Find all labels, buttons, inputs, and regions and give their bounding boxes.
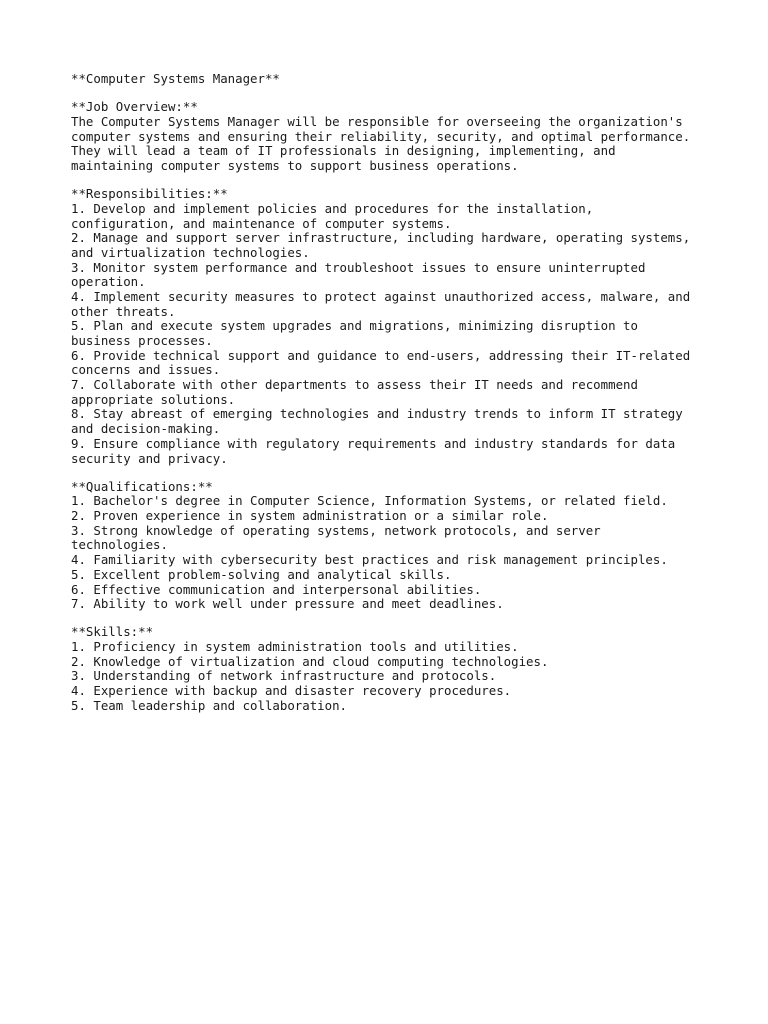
overview-text xyxy=(71,115,731,174)
responsibilities-heading: **Responsibilities:** xyxy=(71,186,228,202)
text-line: 8. Stay abreast of emerging technologies and industry trends to inform IT strategy xyxy=(71,406,683,422)
skills-section xyxy=(71,625,731,713)
text-line: 3. Monitor system performance and troubleshoot issues to ensure uninterrupted xyxy=(71,259,646,275)
document-title: **Computer Systems Manager** xyxy=(71,71,280,86)
text-line: 9. Ensure compliance with regulatory requirements and industry standards for data xyxy=(71,435,676,451)
text-line: 2. Knowledge of virtualization and cloud computing technologies. xyxy=(71,653,549,669)
skills-list xyxy=(71,640,731,713)
qualifications-list xyxy=(71,494,731,612)
text-line: They will lead a team of IT professionals in designing, implementing, and xyxy=(71,143,616,159)
text-line: 7. Collaborate with other departments to assess their IT needs and recommend xyxy=(71,377,638,393)
text-line: security and privacy. xyxy=(71,450,228,466)
text-line: 4. Familiarity with cybersecurity best practices and risk management principles. xyxy=(71,552,668,568)
text-line: computer systems and ensuring their reliability, security, and optimal performance. xyxy=(71,128,691,144)
text-line: technologies. xyxy=(71,537,168,553)
overview-heading: **Job Overview:** xyxy=(71,99,198,115)
text-line: 4. Implement security measures to protect against unauthorized access, malware, and xyxy=(71,288,691,304)
text-line: 4. Experience with backup and disaster recovery procedures. xyxy=(71,683,512,699)
responsibilities-section xyxy=(71,187,731,466)
text-line: 2. Proven experience in system administration or a similar role. xyxy=(71,508,549,524)
text-line: and virtualization technologies. xyxy=(71,244,310,260)
overview-section xyxy=(71,100,731,173)
text-line: 1. Develop and implement policies and procedures for the installation, xyxy=(71,200,594,216)
text-line: 7. Ability to work well under pressure and meet deadlines. xyxy=(71,596,504,612)
text-line: 1. Proficiency in system administration tools and utilities. xyxy=(71,639,519,655)
text-line: configuration, and maintenance of computer systems. xyxy=(71,215,452,231)
text-line: and decision-making. xyxy=(71,421,221,437)
qualifications-heading: **Qualifications:** xyxy=(71,478,213,494)
qualifications-section xyxy=(71,480,731,612)
text-line: operation. xyxy=(71,274,146,290)
text-line: The Computer Systems Manager will be responsible for overseeing the organization's xyxy=(71,113,683,129)
skills-heading: **Skills:** xyxy=(71,624,154,640)
text-line: maintaining computer systems to support business operations. xyxy=(71,157,519,173)
text-line: business processes. xyxy=(71,333,213,348)
text-line: 5. Plan and execute system upgrades and migrations, minimizing disruption to xyxy=(71,318,638,334)
text-line: 5. Excellent problem-solving and analytical skills. xyxy=(71,566,452,582)
text-line: 3. Strong knowledge of operating systems, network protocols, and server xyxy=(71,522,601,538)
document-page xyxy=(71,72,731,714)
responsibilities-list xyxy=(71,202,731,466)
text-line: 5. Team leadership and collaboration. xyxy=(71,697,348,713)
text-line: appropriate solutions. xyxy=(71,391,236,407)
text-line: 6. Effective communication and interpersonal abilities. xyxy=(71,581,482,597)
text-line: 2. Manage and support server infrastructure, including hardware, operating systems, xyxy=(71,230,691,246)
text-line: 3. Understanding of network infrastructure and protocols. xyxy=(71,668,497,684)
text-line: 6. Provide technical support and guidance to end-users, addressing their IT-related xyxy=(71,347,691,363)
text-line: other threats. xyxy=(71,303,176,319)
text-line: concerns and issues. xyxy=(71,362,221,378)
text-line: 1. Bachelor's degree in Computer Science, Information Systems, or related field. xyxy=(71,493,668,509)
